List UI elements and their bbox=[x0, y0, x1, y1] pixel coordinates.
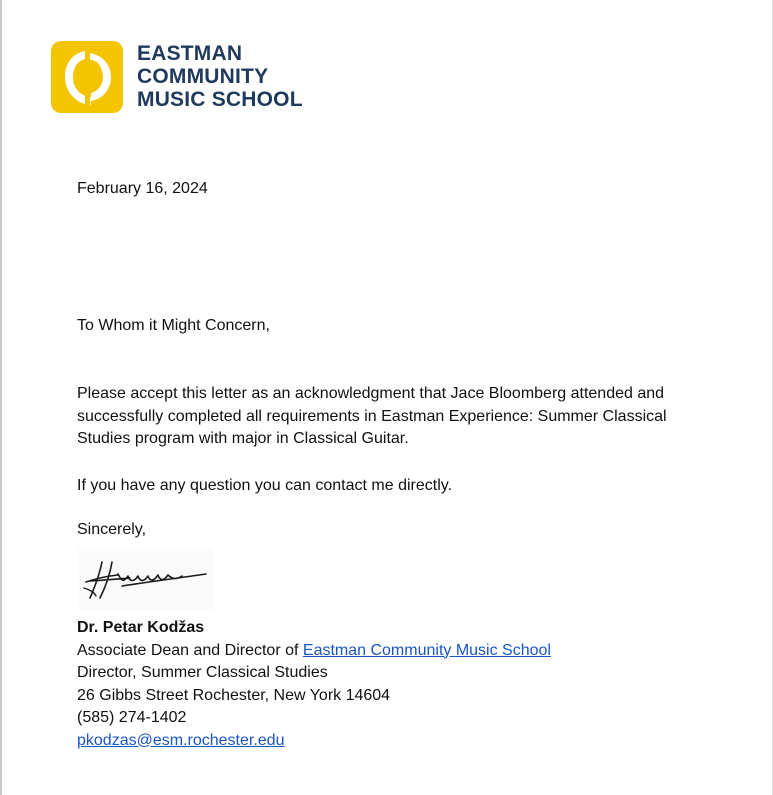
logo-line: EASTMAN bbox=[137, 42, 243, 65]
signer-name: Dr. Petar Kodžas bbox=[77, 619, 205, 636]
body-paragraph bbox=[77, 383, 667, 451]
school-logo-icon bbox=[51, 41, 123, 113]
signer-address: 26 Gibbs Street Rochester, New York 14604 bbox=[77, 686, 391, 704]
body-line: Please accept this letter as an acknowledgment that Jace Bloomberg attended and bbox=[77, 385, 665, 402]
email-link[interactable]: pkodzas@esm.rochester.edu bbox=[77, 731, 285, 749]
body-line: successfully completed all requirements in Eastman Experience: Summer Classical bbox=[77, 407, 667, 425]
signer-phone: (585) 274-1402 bbox=[77, 709, 187, 726]
salutation: To Whom it Might Concern, bbox=[77, 317, 270, 334]
body-line: Studies program with major in Classical Guitar. bbox=[77, 430, 409, 447]
school-name-logo bbox=[137, 42, 303, 111]
page-left-border bbox=[0, 0, 2, 795]
school-link[interactable]: Eastman Community Music School bbox=[302, 641, 551, 659]
closing: Sincerely, bbox=[77, 521, 147, 538]
letterhead bbox=[51, 41, 331, 113]
signer-title-2: Director, Summer Classical Studies bbox=[77, 664, 328, 681]
title-prefix: Associate Dean and Director of bbox=[77, 641, 303, 659]
handwritten-signature bbox=[78, 548, 214, 610]
signer-title bbox=[77, 640, 551, 663]
logo-line: MUSIC SCHOOL bbox=[137, 88, 303, 111]
signature-block bbox=[77, 617, 551, 752]
contact-line: If you have any question you can contact me directly. bbox=[77, 477, 453, 494]
letter-date: February 16, 2024 bbox=[77, 180, 208, 197]
logo-line: COMMUNITY bbox=[137, 65, 269, 88]
